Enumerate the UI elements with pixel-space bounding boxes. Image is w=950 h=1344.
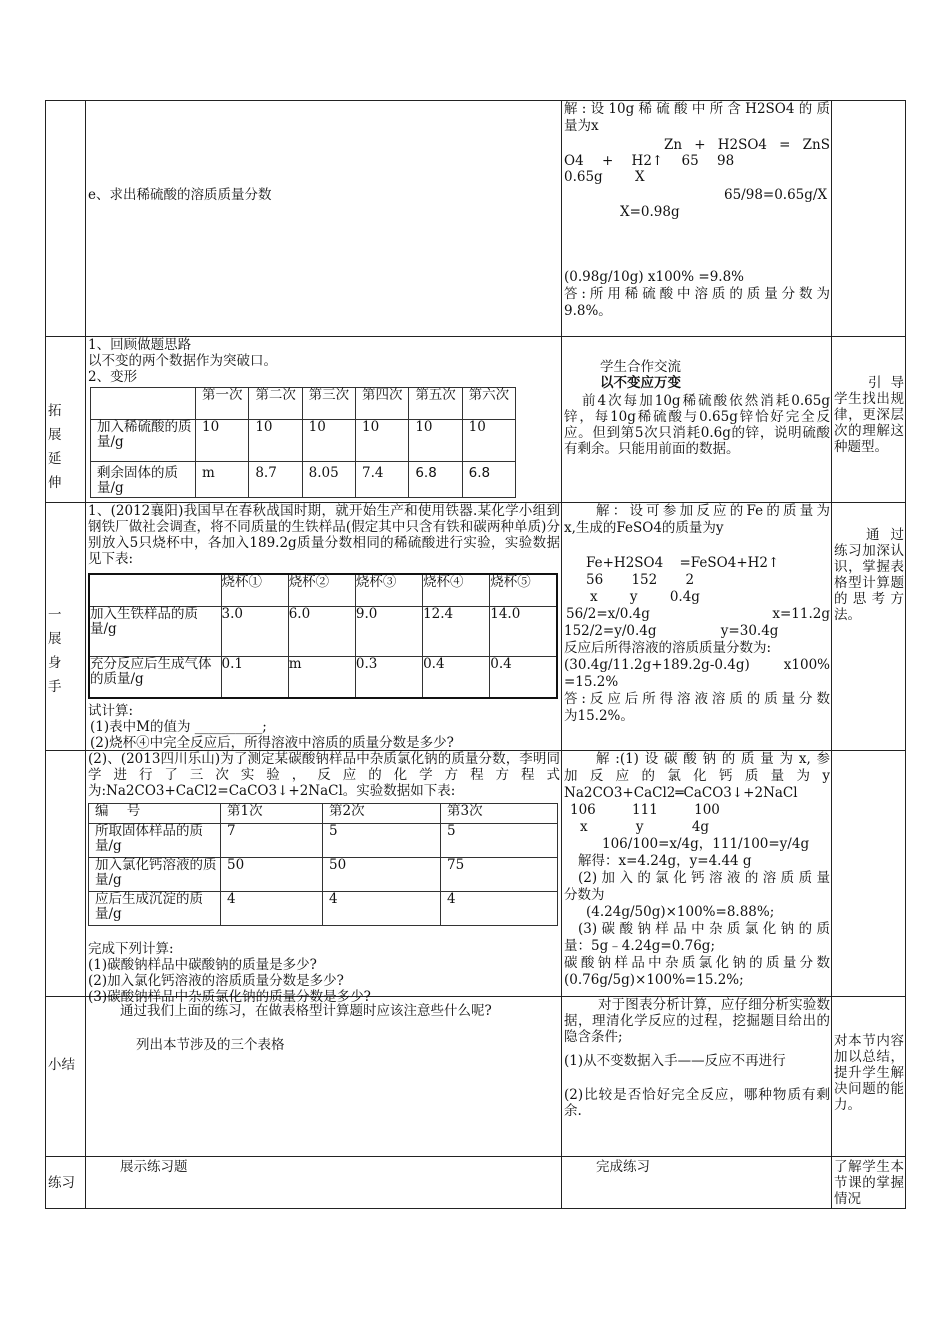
table-header-cell: 第三次 <box>302 388 355 420</box>
experiment-table-header <box>89 804 558 824</box>
table-cell: 0.3 <box>355 656 422 698</box>
summary-point-1: (1)从不变数据入手——反应不再进行 <box>564 1053 786 1069</box>
question-1: (1)表中M的值为 __________; <box>90 719 267 735</box>
rowC-label-cell <box>46 503 86 751</box>
exercise-task: 展示练习题 <box>120 1159 188 1175</box>
row-exercise <box>46 1157 906 1209</box>
rowB-solution-cell <box>562 337 832 503</box>
solution-line: 解:(1)设碳酸钠的质量为x,参 <box>596 751 830 767</box>
table-cell: 10 <box>249 420 302 462</box>
rowD-note-cell <box>832 751 906 997</box>
rowA-solution-cell <box>562 101 832 337</box>
percent-line: (0.76g/5g)×100%=15.2%; <box>564 972 744 988</box>
table-cell: 8.7 <box>249 462 302 498</box>
section-label-extension: 拓展延伸 <box>48 403 68 491</box>
rowF-solution-cell <box>562 1157 832 1209</box>
table-header-cell: 第一次 <box>196 388 249 420</box>
rowE-label-cell <box>46 997 86 1157</box>
solution-line: 解:设10g稀硫酸中所含H2SO4的质 <box>564 101 830 117</box>
solution-line: (3)碳酸钠样品中杂质氯化钠的质 <box>578 921 830 937</box>
discussion-title: 学生合作交流 <box>600 359 681 375</box>
table-cell: 14.0 <box>490 606 557 656</box>
table-row <box>89 606 557 656</box>
table-cell: 应后生成沉淀的质量/g <box>89 892 221 926</box>
ratio-line: 56/2=x/0.4g x=11.2g <box>566 606 830 622</box>
summary-point-2: (2)比较是否恰好完全反应，哪种物质有剩余. <box>564 1087 830 1119</box>
rowB-note-cell <box>832 337 906 503</box>
section-label-exercise: 练习 <box>48 1175 75 1191</box>
table-cell: 6.8 <box>462 462 515 498</box>
question-heading: 试计算: <box>88 703 134 719</box>
teacher-note: 通过练习加深认识，掌握表格型计算题的思考方法。 <box>834 527 904 623</box>
table-header-cell: 第四次 <box>355 388 408 420</box>
table-cell: 10 <box>409 420 462 462</box>
step-e-text: e、求出稀硫酸的溶质质量分数 <box>88 187 272 203</box>
rowF-label-cell <box>46 1157 86 1209</box>
row-practice-2 <box>46 751 906 997</box>
answer-line: 9.8%。 <box>564 303 612 319</box>
ratio-line: 106/100=x/4g，111/100=y/4g <box>602 836 810 852</box>
section-label-practice: 一展身手 <box>48 607 68 695</box>
solution-line: 量：5g﹣4.24g=0.76g; <box>564 938 715 954</box>
solution-line: 分数为 <box>564 887 605 903</box>
equation-line: Fe+H2SO4 =FeSO4+H2↑ <box>586 555 780 571</box>
table-cell: 3.0 <box>221 606 288 656</box>
beaker-table-header <box>89 574 557 606</box>
table-cell: 加入稀硫酸的质量/g <box>91 420 196 462</box>
table-cell: 10 <box>355 420 408 462</box>
table-cell: m <box>288 656 355 698</box>
table-cell: 充分反应后生成气体的质量/g <box>89 656 221 698</box>
solution-line: 加反应的氯化钙质量为y <box>564 768 830 784</box>
rowC-content-cell <box>86 503 562 751</box>
table-cell: 6.8 <box>409 462 462 498</box>
equation-line: x y 4g <box>580 819 710 835</box>
table-header-cell <box>89 574 221 606</box>
answer-line: 为15.2%。 <box>564 708 634 724</box>
rowD-label-cell <box>46 751 86 997</box>
rowD-solution-cell <box>562 751 832 997</box>
table-cell: 剩余固体的质量/g <box>91 462 196 498</box>
equation-line: x y 0.4g <box>590 589 700 605</box>
equation-line: 0.65g X <box>564 169 645 185</box>
table-header-cell: 烧杯① <box>221 574 288 606</box>
lesson-plan-table <box>45 100 906 1209</box>
solution-line: (2)加入的氯化钙溶液的溶质质量 <box>578 870 830 886</box>
experiment-table <box>88 803 558 926</box>
review-text: 以不变的两个数据作为突破口。 <box>88 353 277 369</box>
exercise-student-task: 完成练习 <box>596 1159 650 1175</box>
rowB-label-cell <box>46 337 86 503</box>
summary-question: 通过我们上面的练习，在做表格型计算题时应该注意些什么呢? <box>120 1003 492 1019</box>
table-cell: 10 <box>462 420 515 462</box>
table-header-cell: 烧杯④ <box>423 574 490 606</box>
table-header-cell: 第1次 <box>221 804 323 824</box>
table-cell: 加入氯化钙溶液的质量/g <box>89 858 221 892</box>
variant-heading: 2、变形 <box>88 369 138 385</box>
table-cell: 4 <box>323 892 441 926</box>
variant-table <box>90 387 516 498</box>
answer-line: 答:所用稀硫酸中溶质的质量分数为 <box>564 286 830 302</box>
beaker-table <box>88 573 558 699</box>
question-3: (3)碳酸钠样品中杂质氯化钠的质量分数是多少? <box>88 989 371 1005</box>
solution-line: 量为x <box>564 118 599 134</box>
table-cell: 75 <box>441 858 558 892</box>
table-header-cell: 烧杯③ <box>355 574 422 606</box>
question-heading: 完成下列计算: <box>88 941 174 957</box>
teacher-note: 引导学生找出规律，更深层次的理解这种题型。 <box>834 375 904 455</box>
table-cell: 7.4 <box>355 462 408 498</box>
table-cell: 7 <box>221 824 323 858</box>
percent-line: (0.98g/10g) x100% =9.8% <box>564 269 745 285</box>
row-summary <box>46 997 906 1157</box>
equation-line: 56 152 2 <box>586 572 695 588</box>
equation-line: Zn + H2SO4 = ZnS <box>664 137 830 153</box>
rowE-note-cell <box>832 997 906 1157</box>
question-2: (2)烧杯④中完全反应后，所得溶液中溶质的质量分数是多少? <box>90 735 454 751</box>
table-cell: 所取固体样品的质量/g <box>89 824 221 858</box>
rowE-solution-cell <box>562 997 832 1157</box>
result-line: X=0.98g <box>620 204 680 220</box>
percent-line: (4.24g/50g)×100%=8.88%; <box>586 904 775 920</box>
table-header-cell: 烧杯② <box>288 574 355 606</box>
teacher-note: 了解学生本节课的掌握情况 <box>834 1159 904 1207</box>
teacher-note: 对本节内容加以总结，提升学生解决问题的能力。 <box>834 1033 904 1113</box>
rowA-label-cell <box>46 101 86 337</box>
table-cell: 10 <box>302 420 355 462</box>
table-header-cell: 第五次 <box>409 388 462 420</box>
discussion-text: 前4次每加10g稀硫酸依然消耗0.65g锌，每10g稀硫酸与0.65g锌恰好完全反应。但到第5次只消耗0.6g的锌，说明硫酸有剩余。只能用前面的数据。 <box>564 393 830 457</box>
table-cell: 9.0 <box>355 606 422 656</box>
table-cell: 50 <box>221 858 323 892</box>
percent-line: =15.2% <box>564 674 619 690</box>
table-cell: 5 <box>441 824 558 858</box>
table-header-cell: 第2次 <box>323 804 441 824</box>
table-cell: m <box>196 462 249 498</box>
table-header-cell: 编 号 <box>89 804 221 824</box>
result-line: 解得：x=4.24g，y=4.44 g <box>578 853 752 869</box>
section-label-summary: 小结 <box>48 1057 75 1073</box>
rowC-solution-cell <box>562 503 832 751</box>
table-header-cell: 第3次 <box>441 804 558 824</box>
table-cell: 0.4 <box>423 656 490 698</box>
table-row <box>89 858 558 892</box>
rowD-content-cell <box>86 751 562 1005</box>
rowC-note-cell <box>832 503 906 751</box>
row-extension <box>46 337 906 503</box>
percent-line: (30.4g/11.2g+189.2g-0.4g) x100% <box>564 657 830 673</box>
table-row <box>89 656 557 698</box>
table-cell: 50 <box>323 858 441 892</box>
table-header-cell: 第六次 <box>462 388 515 420</box>
rowA-note-cell <box>832 101 906 337</box>
rowF-content-cell <box>86 1157 562 1209</box>
problem-2-text: (2)、(2013四川乐山)为了测定某碳酸钠样品中杂质氯化钠的质量分数，李明同学进行了三次实验，反应的化学方程方程式为:Na2CO3+CaCl2=CaCO3↓+2NaCl。实验数据如下表: <box>88 751 560 799</box>
solution-line: 碳酸钠样品中杂质氯化钠的质量分数 <box>564 955 830 971</box>
question-1: (1)碳酸钠样品中碳酸钠的质量是多少? <box>88 957 317 973</box>
solution-line: 解：设可参加反应的Fe的质量为 <box>596 503 830 519</box>
row-practice-1 <box>46 503 906 751</box>
table-cell: 12.4 <box>423 606 490 656</box>
solution-line: x,生成的FeSO4的质量为y <box>564 520 724 536</box>
table-header-cell <box>91 388 196 420</box>
table-row <box>89 824 558 858</box>
table-row <box>91 462 516 498</box>
equation-line: Na2CO3+CaCl2═CaCO3↓+2NaCl <box>564 785 798 801</box>
variant-table-header <box>91 388 516 420</box>
row-solve-concentration <box>46 101 906 337</box>
problem-1-text: 1、(2012襄阳)我国早在春秋战国时期，就开始生产和使用铁器.某化学小组到钢铁厂做社会调查，将不同质量的生铁样品(假定其中只含有铁和碳两种单质)分别放入5只烧杯中，各加入189.2g质量分数相同的稀硫酸进行实验，实验数据见下表: <box>88 503 560 567</box>
rowF-note-cell <box>832 1157 906 1209</box>
table-cell: 4 <box>221 892 323 926</box>
ratio-line: 65/98=0.65g/X <box>724 187 828 203</box>
table-cell: 6.0 <box>288 606 355 656</box>
table-header-cell: 第二次 <box>249 388 302 420</box>
equation-line: O4 + H2↑ 65 98 <box>564 153 735 169</box>
rowB-content-cell <box>86 337 562 503</box>
table-cell: 5 <box>323 824 441 858</box>
answer-line: 答:反应后所得溶液溶质的质量分数 <box>564 691 830 707</box>
table-cell: 4 <box>441 892 558 926</box>
ratio-line: 152/2=y/0.4g y=30.4g <box>564 623 779 639</box>
table-cell: 8.05 <box>302 462 355 498</box>
discussion-subtitle: 以不变应万变 <box>600 375 681 391</box>
summary-answer: 对于图表分析计算，应仔细分析实验数据，理清化学反应的过程，挖掘题目给出的隐含条件; <box>564 997 830 1045</box>
equation-line: 106 111 100 <box>570 802 720 818</box>
table-row <box>91 420 516 462</box>
percent-line: 反应后所得溶液的溶质质量分数为: <box>564 640 772 656</box>
rowE-content-cell <box>86 997 562 1157</box>
review-heading: 1、回顾做题思路 <box>88 337 192 353</box>
rowA-content-cell <box>86 101 562 337</box>
table-cell: 0.1 <box>221 656 288 698</box>
question-2: (2)加入氯化钙溶液的溶质质量分数是多少? <box>88 973 344 989</box>
table-header-cell: 烧杯⑤ <box>490 574 557 606</box>
table-cell: 加入生铁样品的质量/g <box>89 606 221 656</box>
table-cell: 0.4 <box>490 656 557 698</box>
summary-task: 列出本节涉及的三个表格 <box>136 1037 285 1053</box>
table-cell: 10 <box>196 420 249 462</box>
table-row <box>89 892 558 926</box>
